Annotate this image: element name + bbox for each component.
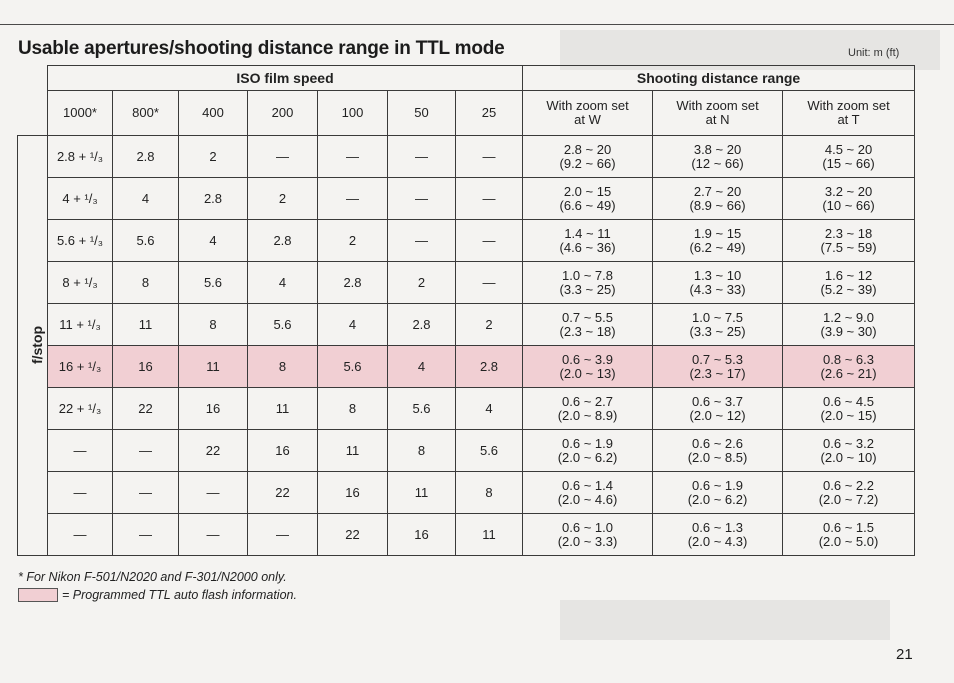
distance-meters: 2.3 ~ 18 (824, 225, 873, 241)
aperture-cell: 8 (318, 388, 388, 430)
aperture-cell: 5.6 (318, 346, 388, 388)
distance-cell (523, 514, 653, 556)
distance-cell (523, 178, 653, 220)
aperture-cell: 5.6 (113, 220, 179, 262)
aperture-cell: — (48, 514, 113, 556)
aperture-cell: — (179, 514, 248, 556)
distance-cell (653, 220, 783, 262)
aperture-cell: 11 (456, 514, 523, 556)
distance-cell (653, 178, 783, 220)
table-row (18, 262, 915, 304)
zoom-header-line1: With zoom set (807, 98, 890, 113)
aperture-cell: — (318, 136, 388, 178)
aperture-cell: 2.8 (113, 136, 179, 178)
iso-column-header: 100 (318, 91, 388, 136)
table-body (18, 136, 915, 556)
distance-cell (523, 136, 653, 178)
aperture-cell: — (48, 430, 113, 472)
distance-feet: (2.0 ~ 13) (559, 365, 616, 381)
distance-feet: (10 ~ 66) (822, 197, 875, 213)
page-title: Usable apertures/shooting distance range in TTL mode (18, 38, 505, 59)
fstop-stub (18, 136, 48, 556)
distance-feet: (7.5 ~ 59) (820, 239, 877, 255)
aperture-cell: 4 (318, 304, 388, 346)
distance-cell (653, 304, 783, 346)
table-row (18, 514, 915, 556)
aperture-cell: 16 (248, 430, 318, 472)
distance-feet: (3.3 ~ 25) (689, 323, 746, 339)
distance-feet: (6.6 ~ 49) (559, 197, 616, 213)
distance-cell (653, 388, 783, 430)
distance-meters: 0.6 ~ 4.5 (823, 393, 875, 409)
distance-meters: 0.6 ~ 1.9 (562, 435, 614, 451)
distance-feet: (2.3 ~ 17) (689, 365, 746, 381)
aperture-cell: 2.8 (388, 304, 456, 346)
distance-cell (783, 304, 915, 346)
highlight-legend (18, 588, 297, 602)
aperture-cell: — (456, 220, 523, 262)
asterisk-footnote: * For Nikon F-501/N2020 and F-301/N2000 only. (18, 570, 287, 584)
distance-meters: 0.6 ~ 1.0 (562, 519, 614, 535)
distance-meters: 0.6 ~ 1.3 (692, 519, 744, 535)
aperture-cell: — (388, 220, 456, 262)
aperture-cell: 8 (456, 472, 523, 514)
aperture-cell: 8 + ¹/₃ (48, 262, 113, 304)
distance-cell (783, 472, 915, 514)
column-header-row (18, 91, 915, 136)
distance-cell (653, 346, 783, 388)
distance-feet: (2.0 ~ 10) (820, 449, 877, 465)
aperture-cell: 16 (113, 346, 179, 388)
distance-cell (783, 220, 915, 262)
distance-feet: (2.0 ~ 4.6) (557, 491, 618, 507)
iso-column-header: 1000* (48, 91, 113, 136)
fstop-label: f/stop (29, 325, 46, 365)
distance-cell (653, 430, 783, 472)
distance-feet: (8.9 ~ 66) (689, 197, 746, 213)
aperture-cell: 4 + ¹/₃ (48, 178, 113, 220)
distance-cell (653, 514, 783, 556)
distance-cell (653, 262, 783, 304)
distance-feet: (6.2 ~ 49) (689, 239, 746, 255)
distance-meters: 2.7 ~ 20 (693, 183, 742, 199)
aperture-cell: 4 (456, 388, 523, 430)
distance-feet: (12 ~ 66) (691, 155, 744, 171)
distance-meters: 0.8 ~ 6.3 (823, 351, 875, 367)
distance-feet: (2.0 ~ 8.9) (557, 407, 618, 423)
highlight-swatch (18, 588, 58, 602)
distance-cell (783, 514, 915, 556)
distance-meters: 0.7 ~ 5.5 (562, 309, 614, 325)
aperture-cell: 2 (179, 136, 248, 178)
distance-feet: (9.2 ~ 66) (559, 155, 616, 171)
distance-feet: (4.3 ~ 33) (689, 281, 746, 297)
aperture-cell: 22 (113, 388, 179, 430)
aperture-cell: 4 (113, 178, 179, 220)
distance-meters: 0.6 ~ 1.5 (823, 519, 875, 535)
aperture-cell: 16 (318, 472, 388, 514)
distance-meters: 0.6 ~ 3.2 (823, 435, 875, 451)
aperture-cell: — (179, 472, 248, 514)
top-rule (0, 24, 954, 25)
distance-meters: 1.9 ~ 15 (693, 225, 742, 241)
aperture-cell: 2 (318, 220, 388, 262)
distance-meters: 0.6 ~ 1.4 (562, 477, 614, 493)
distance-meters: 1.4 ~ 11 (564, 225, 611, 241)
aperture-cell: — (388, 178, 456, 220)
iso-column-header: 25 (456, 91, 523, 136)
table-row (18, 430, 915, 472)
aperture-cell: 22 (248, 472, 318, 514)
distance-feet: (2.0 ~ 3.3) (557, 533, 618, 549)
distance-feet: (2.0 ~ 8.5) (687, 449, 748, 465)
zoom-header-line1: With zoom set (546, 98, 629, 113)
zoom-t-header (783, 91, 915, 136)
unit-label: Unit: m (ft) (848, 47, 900, 59)
aperture-cell: 4 (248, 262, 318, 304)
zoom-n-header (653, 91, 783, 136)
distance-cell (783, 136, 915, 178)
distance-meters: 0.7 ~ 5.3 (692, 351, 744, 367)
distance-cell (523, 388, 653, 430)
aperture-cell: 16 (179, 388, 248, 430)
aperture-cell: — (48, 472, 113, 514)
distance-cell (783, 262, 915, 304)
aperture-cell: 2.8 + ¹/₃ (48, 136, 113, 178)
table-row (18, 220, 915, 262)
aperture-cell: 2 (388, 262, 456, 304)
aperture-cell: 8 (179, 304, 248, 346)
aperture-cell: — (456, 262, 523, 304)
iso-column-header: 200 (248, 91, 318, 136)
distance-feet: (2.0 ~ 15) (820, 407, 877, 423)
aperture-cell: 2.8 (248, 220, 318, 262)
distance-cell (523, 262, 653, 304)
aperture-cell: — (318, 178, 388, 220)
zoom-header-line2: at T (837, 112, 860, 127)
zoom-header-line1: With zoom set (676, 98, 759, 113)
distance-cell (523, 304, 653, 346)
stub-corner (18, 66, 48, 136)
distance-meters: 0.6 ~ 1.9 (692, 477, 744, 493)
distance-cell (783, 178, 915, 220)
distance-meters: 1.0 ~ 7.5 (692, 309, 744, 325)
table-row (18, 346, 915, 388)
aperture-cell: — (113, 430, 179, 472)
table-row (18, 472, 915, 514)
background-bleed-bottom (560, 600, 890, 640)
distance-cell (523, 346, 653, 388)
distance-meters: 0.6 ~ 2.7 (562, 393, 614, 409)
aperture-cell: 5.6 (456, 430, 523, 472)
aperture-cell: 2.8 (318, 262, 388, 304)
distance-meters: 2.8 ~ 20 (563, 141, 612, 157)
legend-text: = Programmed TTL auto flash information. (62, 588, 297, 602)
aperture-cell: 11 (388, 472, 456, 514)
aperture-cell: 8 (388, 430, 456, 472)
distance-cell (523, 430, 653, 472)
distance-feet: (5.2 ~ 39) (820, 281, 877, 297)
aperture-cell: 11 (248, 388, 318, 430)
distance-feet: (2.6 ~ 21) (820, 365, 877, 381)
aperture-cell: 16 (388, 514, 456, 556)
aperture-cell: 22 (179, 430, 248, 472)
aperture-cell: 5.6 + ¹/₃ (48, 220, 113, 262)
aperture-cell: — (248, 136, 318, 178)
group-header-row (18, 66, 915, 91)
aperture-cell: 11 + ¹/₃ (48, 304, 113, 346)
aperture-distance-table (17, 65, 915, 556)
distance-feet: (3.9 ~ 30) (820, 323, 877, 339)
iso-column-header: 400 (179, 91, 248, 136)
aperture-cell: 22 + ¹/₃ (48, 388, 113, 430)
distance-feet: (2.0 ~ 7.2) (818, 491, 879, 507)
aperture-cell: — (456, 136, 523, 178)
shooting-distance-header: Shooting distance range (523, 66, 915, 91)
distance-meters: 3.2 ~ 20 (824, 183, 873, 199)
aperture-cell: 5.6 (248, 304, 318, 346)
aperture-cell: 8 (113, 262, 179, 304)
distance-meters: 2.0 ~ 15 (563, 183, 612, 199)
table-row (18, 388, 915, 430)
distance-meters: 1.3 ~ 10 (693, 267, 742, 283)
distance-meters: 1.6 ~ 12 (824, 267, 873, 283)
distance-meters: 1.2 ~ 9.0 (823, 309, 875, 325)
aperture-cell: 5.6 (388, 388, 456, 430)
distance-feet: (3.3 ~ 25) (559, 281, 616, 297)
distance-meters: 3.8 ~ 20 (693, 141, 742, 157)
aperture-cell: — (113, 514, 179, 556)
distance-cell (783, 346, 915, 388)
aperture-cell: 11 (179, 346, 248, 388)
distance-cell (653, 472, 783, 514)
aperture-cell: — (248, 514, 318, 556)
distance-meters: 0.6 ~ 2.2 (823, 477, 875, 493)
zoom-header-line2: at W (574, 112, 601, 127)
aperture-cell: — (456, 178, 523, 220)
table-row (18, 178, 915, 220)
iso-column-header: 800* (113, 91, 179, 136)
distance-cell (783, 430, 915, 472)
distance-meters: 1.0 ~ 7.8 (562, 267, 614, 283)
aperture-cell: 4 (388, 346, 456, 388)
distance-cell (523, 472, 653, 514)
distance-feet: (4.6 ~ 36) (559, 239, 616, 255)
iso-film-speed-header: ISO film speed (48, 66, 523, 91)
aperture-cell: 5.6 (179, 262, 248, 304)
aperture-cell: 22 (318, 514, 388, 556)
aperture-cell: — (113, 472, 179, 514)
distance-feet: (2.0 ~ 5.0) (818, 533, 879, 549)
distance-meters: 0.6 ~ 2.6 (692, 435, 744, 451)
aperture-cell: — (388, 136, 456, 178)
distance-meters: 0.6 ~ 3.7 (692, 393, 744, 409)
table-row (18, 136, 915, 178)
aperture-cell: 11 (318, 430, 388, 472)
distance-feet: (2.3 ~ 18) (559, 323, 616, 339)
zoom-w-header (523, 91, 653, 136)
distance-meters: 0.6 ~ 3.9 (562, 351, 614, 367)
table-row (18, 304, 915, 346)
aperture-cell: 2 (248, 178, 318, 220)
aperture-cell: 2.8 (456, 346, 523, 388)
distance-cell (653, 136, 783, 178)
distance-feet: (2.0 ~ 12) (689, 407, 746, 423)
distance-meters: 4.5 ~ 20 (824, 141, 873, 157)
distance-cell (783, 388, 915, 430)
aperture-cell: 16 + ¹/₃ (48, 346, 113, 388)
aperture-cell: 4 (179, 220, 248, 262)
distance-feet: (15 ~ 66) (822, 155, 875, 171)
distance-feet: (2.0 ~ 6.2) (557, 449, 618, 465)
iso-column-header: 50 (388, 91, 456, 136)
distance-feet: (2.0 ~ 4.3) (687, 533, 748, 549)
aperture-cell: 2 (456, 304, 523, 346)
distance-feet: (2.0 ~ 6.2) (687, 491, 748, 507)
distance-cell (523, 220, 653, 262)
aperture-cell: 2.8 (179, 178, 248, 220)
page-number: 21 (896, 646, 913, 663)
zoom-header-line2: at N (705, 112, 730, 127)
aperture-cell: 8 (248, 346, 318, 388)
aperture-cell: 11 (113, 304, 179, 346)
